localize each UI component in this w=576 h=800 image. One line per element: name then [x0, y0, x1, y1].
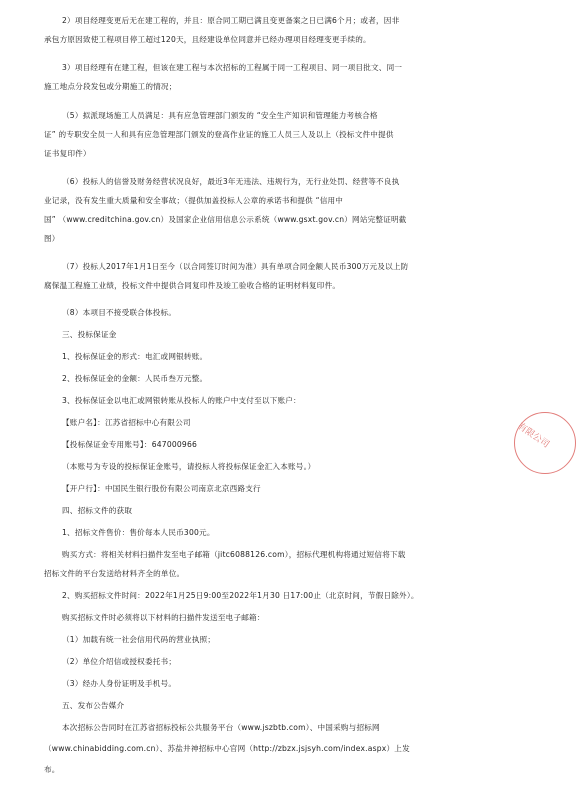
text-line: （www.chinabidding.com.cn）、苏盐井神招标中心官网（http://zbzx.jsjsyh.com/index.aspx）上发 — [44, 744, 410, 753]
text-line: （5）拟派现场施工人员满足：具有应急管理部门颁发的 “安全生产知识和管理能力考核合格 — [62, 111, 378, 120]
text-line: 3、投标保证金以电汇或网银转账从投标人的账户中支付至以下账户： — [62, 396, 301, 405]
text-line: （本账号为专设的投标保证金账号，请投标人将投标保证金汇入本账号。） — [62, 462, 316, 471]
text-line: 承包方原因致使工程项目停工超过120天，且经建设单位同意并已经办理项目经理变更手续的。 — [44, 35, 371, 44]
text-line: （7）投标人2017年1月1日至今（以合同签订时间为准）具有单项合同金额人民币300万元及以上防 — [62, 262, 409, 271]
text-line: （6）投标人的信誉及财务经营状况良好，最近3年无违法、违规行为，无行业处罚、经营等不良执 — [62, 177, 400, 186]
text-line: 施工地点分段发包或分期施工的情况； — [44, 82, 177, 91]
text-line: 国” （www.creditchina.gov.cn）及国家企业信用信息公示系统（www.gsxt.gov.cn）网站完整证明截 — [44, 215, 407, 224]
text-line: 业记录，没有发生重大质量和安全事故；（提供加盖投标人公章的承诺书和提供 “信用中 — [44, 196, 344, 205]
text-line: 布。 — [44, 765, 60, 774]
bank-name: 【开户行】：中国民生银行股份有限公司南京北京西路支行 — [62, 484, 261, 493]
section-heading: 三、投标保证金 — [62, 330, 117, 339]
text-line: 1、招标文件售价：售价每本人民币300元。 — [62, 528, 215, 537]
company-seal — [514, 412, 576, 474]
seal-text: 有限公司 — [515, 421, 551, 451]
text-line: 招标文件的平台发送给材料齐全的单位。 — [44, 569, 185, 578]
account-number: 【投标保证金专用账号】：647000966 — [62, 440, 198, 449]
list-item: （2）单位介绍信或授权委托书； — [62, 657, 177, 666]
text-line: 3）项目经理有在建工程，但该在建工程与本次招标的工程属于同一工程项目、同一项目批文、同一 — [62, 63, 403, 72]
text-line: 图） — [44, 234, 60, 243]
text-line: 1、投标保证金的形式：电汇或网银转账。 — [62, 352, 208, 361]
text-line: 2）项目经理变更后无在建工程的，并且：原合同工期已满且变更备案之日已满6个月；或者，因非 — [62, 16, 400, 25]
list-item: （1）加载有统一社会信用代码的营业执照； — [62, 635, 216, 644]
text-line: （8）本项目不接受联合体投标。 — [62, 308, 177, 317]
section-heading: 四、招标文件的获取 — [62, 506, 133, 515]
text-line: 2、购买招标文件时间：2022年1月25日9:00至2022年1月30 日17:00止（北京时间，节假日除外）。 — [62, 591, 419, 600]
section-heading: 五、发布公告媒介 — [62, 701, 125, 710]
text-line: 腐保温工程施工业绩，投标文件中提供合同复印件及竣工验收合格的证明材料复印件。 — [44, 281, 341, 290]
text-line: 本次招标公告同时在江苏省招标投标公共服务平台（www.jszbtb.com）、中国采购与招标网 — [62, 723, 380, 732]
text-line: 证书复印件） — [44, 149, 91, 158]
text-line: 购买方式：将相关材料扫描件发至电子邮箱（jitc6088126.com），招标代理机构将通过短信将下载 — [62, 550, 406, 559]
text-line: 证” 的专职安全员一人和具有应急管理部门颁发的登高作业证的施工人员三人及以上（投标文件中提供 — [44, 130, 394, 139]
text-line: 购买招标文件时必须将以下材料的扫描件发送至电子邮箱： — [62, 613, 265, 622]
account-name: 【账户名】：江苏省招标中心有限公司 — [62, 418, 191, 427]
text-line: 2、投标保证金的金额：人民币叁万元整。 — [62, 374, 208, 383]
list-item: （3）经办人身份证明及手机号。 — [62, 679, 177, 688]
